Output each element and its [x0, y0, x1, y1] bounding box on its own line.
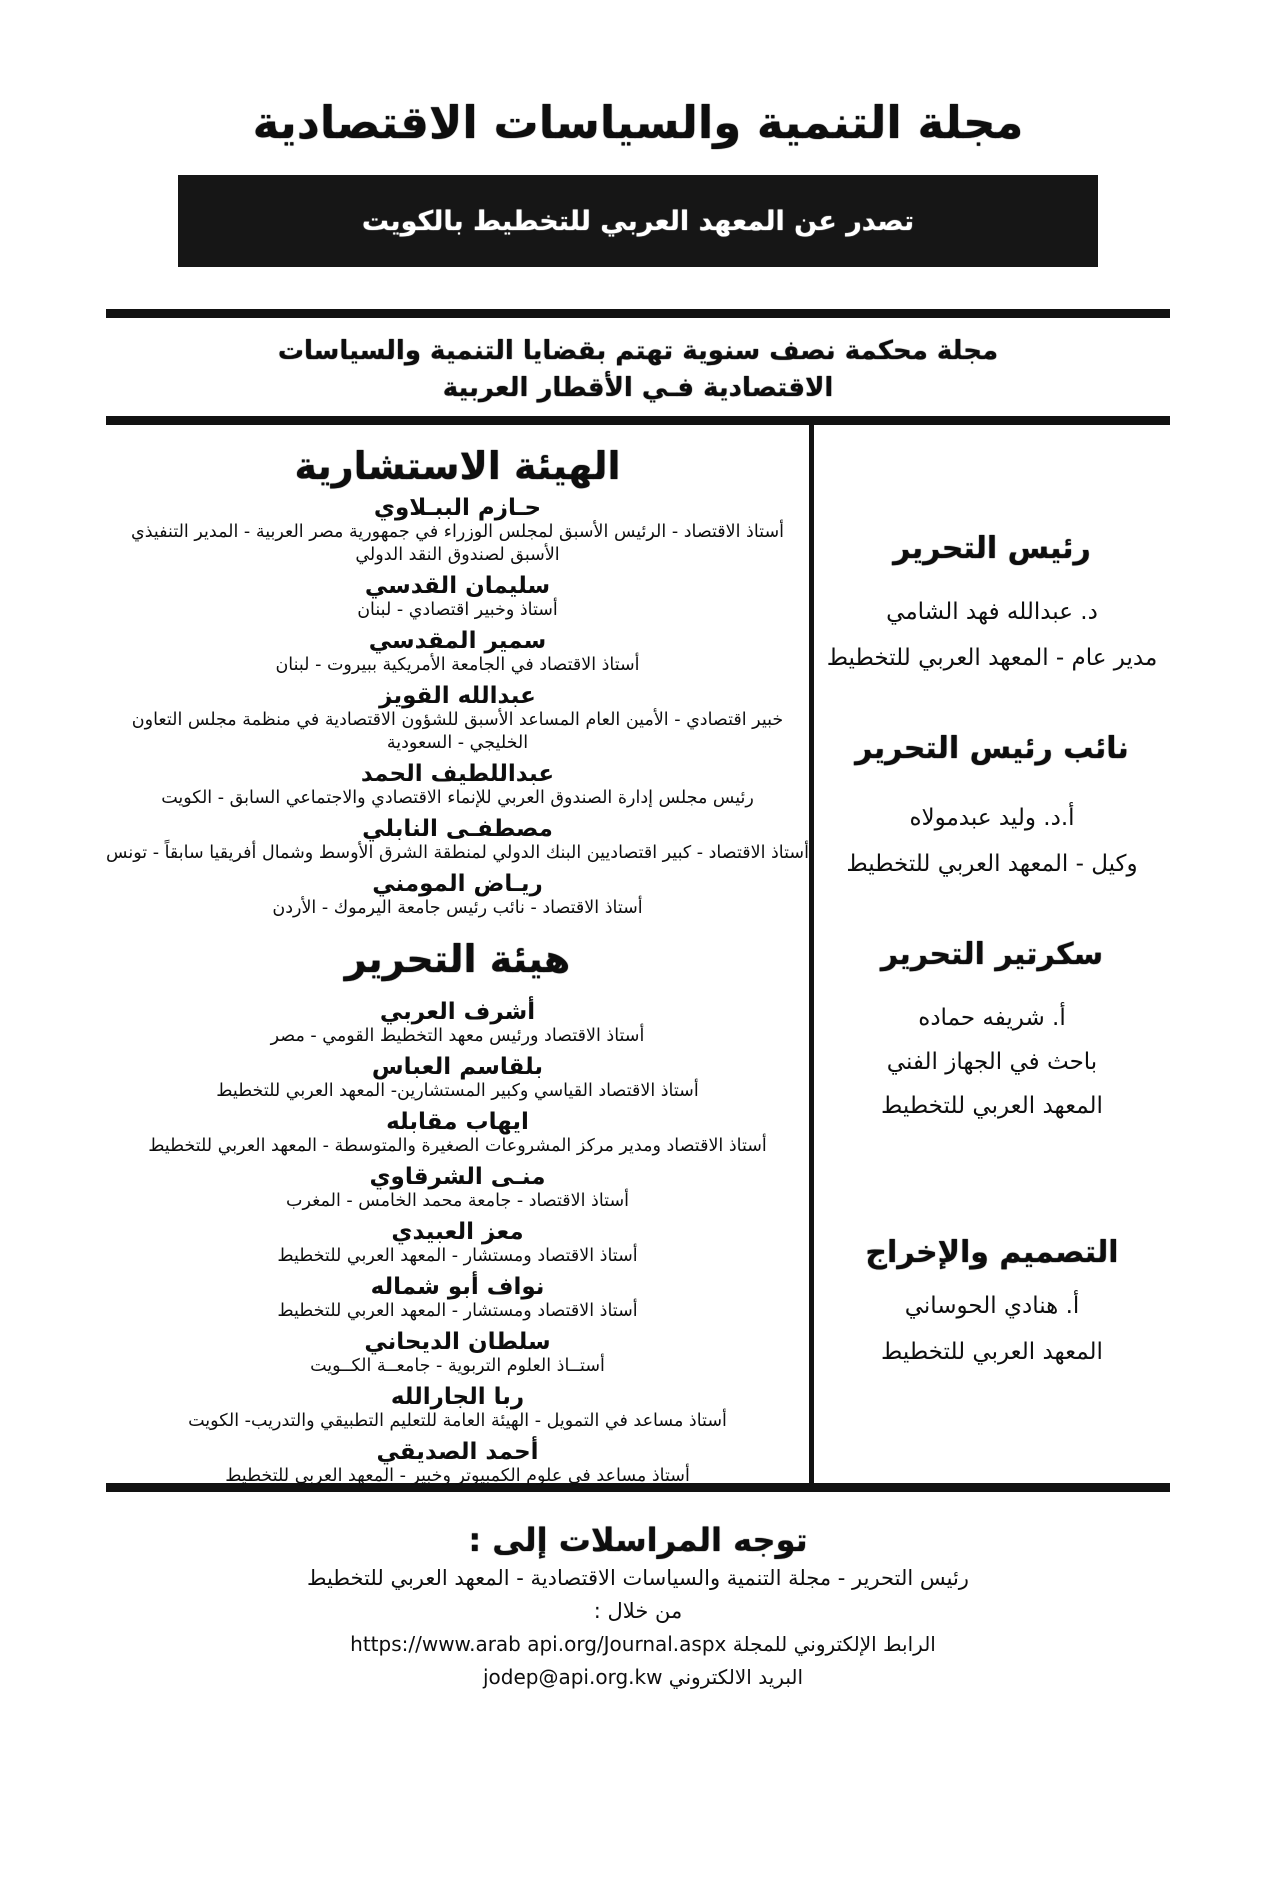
- member-role: أستاذ الاقتصاد القياسي وكبير المستشارين- المعهد العربي للتخطيط: [216, 1081, 699, 1101]
- editorial-member: [106, 1000, 809, 1048]
- member-name: سمير المقدسي: [368, 628, 547, 654]
- officer-editorial-secretary: [814, 935, 1170, 1121]
- officer-design-layout: [814, 1233, 1170, 1367]
- journal-email-line: [106, 1663, 1170, 1692]
- publisher-banner-text: تصدر عن المعهد العربي للتخطيط بالكويت: [361, 205, 915, 237]
- masthead-columns: [106, 416, 1170, 1492]
- journal-masthead-page: [0, 96, 1276, 1900]
- officer-deputy-editor: [814, 729, 1170, 879]
- editorial-member: [106, 1165, 809, 1213]
- member-role: أستاذ الاقتصاد ومستشار - المعهد العربي للتخطيط: [277, 1301, 638, 1321]
- editorial-member: [106, 1110, 809, 1158]
- member-role: أستاذ الاقتصاد - جامعة محمد الخامس - المغرب: [285, 1191, 629, 1211]
- editorial-member: [106, 1440, 809, 1488]
- editorial-member: [106, 1385, 809, 1433]
- member-name: عبداللطيف الحمد: [360, 761, 555, 787]
- editorial-member: [106, 1275, 809, 1323]
- member-name: ريـاض المومني: [372, 871, 543, 897]
- member-role: أستاذ مساعد في التمويل - الهيئة العامة للتعليم التطبيقي والتدريب- الكويت: [188, 1411, 727, 1431]
- correspondence-heading: توجه المراسلات إلى :: [468, 1521, 808, 1559]
- member-name: معز العبيدي: [391, 1219, 524, 1245]
- member-name: أحمد الصديقي: [376, 1439, 539, 1465]
- boards-column: [106, 425, 809, 1486]
- subtitle-line-2: الاقتصادية فـي الأقطار العربية: [442, 373, 834, 403]
- member-name: مصطفـى النابلي: [362, 816, 553, 842]
- officer-title: التصميم والإخراج: [865, 1235, 1119, 1270]
- journal-url-link[interactable]: https://www.arab api.org/Journal.aspx: [350, 1632, 727, 1656]
- journal-subtitle: [106, 333, 1170, 407]
- member-role: أستــاذ العلوم التربوية - جامعــة الكــويت: [310, 1356, 605, 1376]
- member-name: ايهاب مقابله: [386, 1109, 529, 1135]
- journal-email-link[interactable]: jodep@api.org.kw: [482, 1665, 663, 1689]
- subtitle-line-1: مجلة محكمة نصف سنوية تهتم بقضايا التنمية والسياسات: [277, 336, 999, 366]
- officer-role: باحث في الجهاز الفني: [886, 1049, 1098, 1075]
- member-role: أستاذ وخبير اقتصادي - لبنان: [357, 600, 558, 620]
- editorial-member: [106, 1330, 809, 1378]
- member-role: خبير اقتصادي - الأمين العام المساعد الأسبق للشؤون الاقتصادية في منظمة مجلس التعاون الخليجي - السعودية: [131, 710, 784, 753]
- horizontal-rule-top: [106, 309, 1170, 318]
- officers-column: [814, 425, 1170, 1483]
- member-role: أستاذ الاقتصاد ومدير مركز المشروعات الصغيرة والمتوسطة - المعهد العربي للتخطيط: [148, 1136, 767, 1156]
- member-role: رئيس مجلس إدارة الصندوق العربي للإنماء الاقتصادي والاجتماعي السابق - الكويت: [161, 788, 754, 808]
- advisory-member: [106, 817, 809, 865]
- officer-affiliation: المعهد العربي للتخطيط: [881, 1093, 1103, 1119]
- member-role: أستاذ الاقتصاد ومستشار - المعهد العربي للتخطيط: [277, 1246, 638, 1266]
- member-name: نواف أبو شماله: [370, 1274, 545, 1300]
- officer-title: سكرتير التحرير: [880, 937, 1104, 972]
- member-role: أستاذ الاقتصاد ورئيس معهد التخطيط القومي - مصر: [270, 1026, 645, 1046]
- editorial-member: [106, 1220, 809, 1268]
- advisory-member: [106, 629, 809, 677]
- member-name: أشرف العربي: [379, 999, 536, 1025]
- member-name: ربا الجارالله: [390, 1384, 525, 1410]
- member-name: حـازم الببـلاوي: [373, 495, 542, 521]
- editorial-member: [106, 1055, 809, 1103]
- member-name: منـى الشرقاوي: [369, 1164, 546, 1190]
- officer-editor-in-chief: [814, 529, 1170, 673]
- advisory-member: [106, 496, 809, 567]
- journal-link-line: [106, 1630, 1170, 1659]
- advisory-board-heading: الهيئة الاستشارية: [294, 444, 621, 488]
- advisory-member: [106, 574, 809, 622]
- member-role: أستاذ الاقتصاد في الجامعة الأمريكية ببيروت - لبنان: [275, 655, 640, 675]
- page-title: مجلة التنمية والسياسات الاقتصادية: [252, 96, 1024, 149]
- officer-role: وكيل - المعهد العربي للتخطيط: [846, 851, 1138, 877]
- correspondence-via: من خلال :: [593, 1599, 683, 1623]
- member-role: أستاذ الاقتصاد - كبير اقتصاديين البنك الدولي لمنطقة الشرق الأوسط وشمال أفريقيا سابقاً - تونس: [106, 843, 809, 863]
- member-role: أستاذ مساعد في علوم الكمبيوتر وخبير - المعهد العربي للتخطيط: [225, 1466, 690, 1486]
- advisory-member: [106, 762, 809, 810]
- advisory-member: [106, 684, 809, 755]
- member-name: سلطان الديحاني: [364, 1329, 551, 1355]
- officer-name: د. عبدالله فهد الشامي: [886, 599, 1098, 625]
- officer-title: رئيس التحرير: [893, 531, 1091, 566]
- officer-affiliation: المعهد العربي للتخطيط: [881, 1339, 1103, 1365]
- member-role: أستاذ الاقتصاد - الرئيس الأسبق لمجلس الوزراء في جمهورية مصر العربية - المدير التنفيذي الأسبق لصندوق النقد الدولي: [131, 522, 784, 565]
- advisory-member: [106, 872, 809, 920]
- correspondence-footer: [106, 1520, 1170, 1692]
- officer-name: أ.د. وليد عبدمولاه: [909, 805, 1075, 831]
- officer-role: مدير عام - المعهد العربي للتخطيط: [826, 645, 1158, 671]
- member-name: سليمان القدسي: [364, 573, 551, 599]
- member-role: أستاذ الاقتصاد - نائب رئيس جامعة اليرموك - الأردن: [272, 898, 643, 918]
- officer-name: أ. شريفه حماده: [918, 1005, 1066, 1031]
- officer-name: أ. هنادي الحوساني: [904, 1293, 1080, 1319]
- member-name: بلقاسم العباس: [371, 1054, 544, 1080]
- correspondence-address: رئيس التحرير - مجلة التنمية والسياسات الاقتصادية - المعهد العربي للتخطيط: [307, 1566, 969, 1590]
- member-name: عبدالله القويز: [379, 683, 536, 709]
- publisher-banner: [178, 175, 1098, 267]
- journal-link-label: الرابط الإلكتروني للمجلة: [732, 1632, 936, 1656]
- officer-title: نائب رئيس التحرير: [855, 731, 1129, 766]
- editorial-board-heading: هيئة التحرير: [344, 937, 571, 981]
- journal-email-label: البريد الالكتروني: [668, 1665, 804, 1689]
